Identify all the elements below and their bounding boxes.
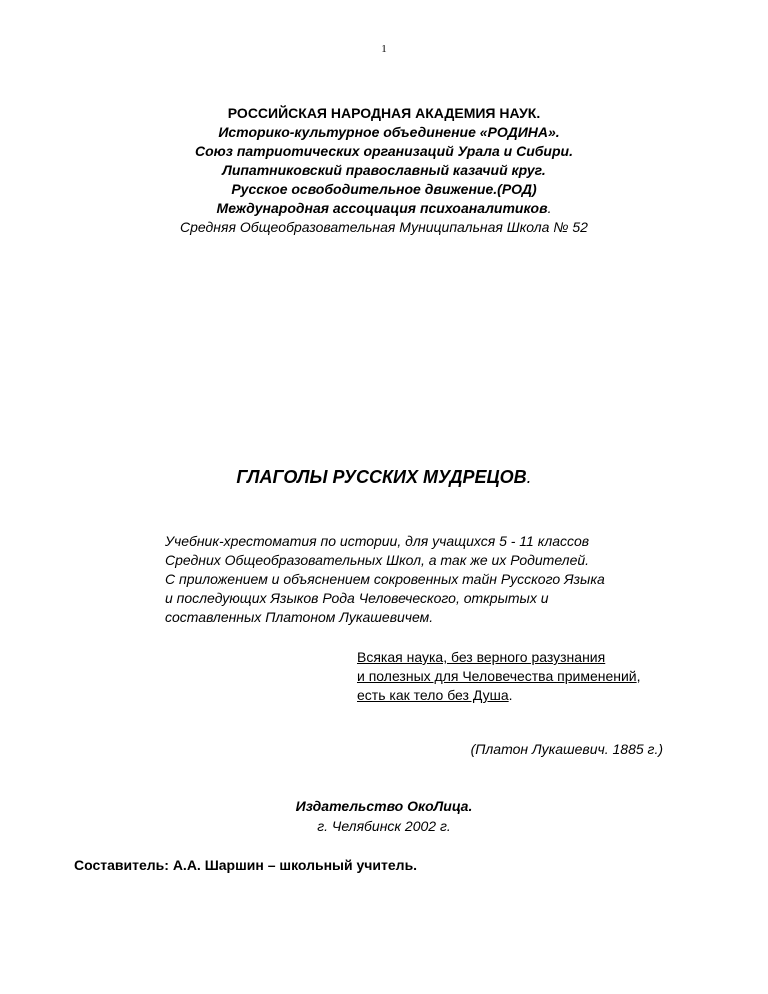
description-line: Учебник-хрестоматия по истории, для учащихся 5 - 11 классов bbox=[165, 533, 590, 549]
epigraph-comma: , bbox=[636, 668, 641, 684]
org-psychoanalysts-period: . bbox=[547, 200, 552, 216]
org-rod-movement: Русское освободительное движение.(РОД) bbox=[231, 181, 537, 197]
epigraph bbox=[357, 648, 641, 705]
compiler-credit: Составитель: А.А. Шаршин – школьный учитель. bbox=[74, 857, 418, 873]
book-title bbox=[0, 467, 768, 488]
org-psychoanalysts: Международная ассоциация психоаналитиков bbox=[216, 200, 548, 216]
page-number: 1 bbox=[381, 43, 387, 55]
org-psychoanalysts-line bbox=[0, 199, 768, 218]
book-title-text: ГЛАГОЛЫ РУССКИХ МУДРЕЦОВ bbox=[236, 467, 527, 487]
publisher: Издательство ОкоЛица. bbox=[295, 798, 473, 814]
book-description bbox=[165, 532, 605, 627]
org-cossack-circle: Липатниковский православный казачий круг. bbox=[222, 162, 546, 178]
epigraph-attribution: (Платон Лукашевич. 1885 г.) bbox=[470, 741, 663, 757]
description-line: С приложением и объяснением сокровенных тайн Русского Языка bbox=[165, 571, 605, 587]
epigraph-line-3: есть как тело без Душа bbox=[357, 687, 509, 703]
description-line: Средних Общеобразовательных Школ, а так же их Родителей. bbox=[165, 552, 590, 568]
book-title-period: . bbox=[526, 467, 532, 487]
org-ural-siberia: Союз патриотических организаций Урала и Сибири. bbox=[195, 143, 573, 159]
description-line: составленных Платоном Лукашевичем. bbox=[165, 609, 434, 625]
epigraph-line-2: и полезных для Человечества применений bbox=[357, 668, 637, 684]
org-rodina: Историко-культурное объединение «РОДИНА». bbox=[218, 124, 560, 140]
org-school-52: Средняя Общеобразовательная Муниципальная Школа № 52 bbox=[180, 219, 588, 235]
city-year: г. Челябинск 2002 г. bbox=[317, 818, 451, 834]
epigraph-line-1: Всякая наука, без верного разузнания bbox=[357, 649, 606, 665]
description-line: и последующих Языков Рода Человеческого, открытых и bbox=[165, 590, 549, 606]
epigraph-period: . bbox=[508, 687, 513, 703]
academy-heading: РОССИЙСКАЯ НАРОДНАЯ АКАДЕМИЯ НАУК. bbox=[227, 105, 541, 121]
